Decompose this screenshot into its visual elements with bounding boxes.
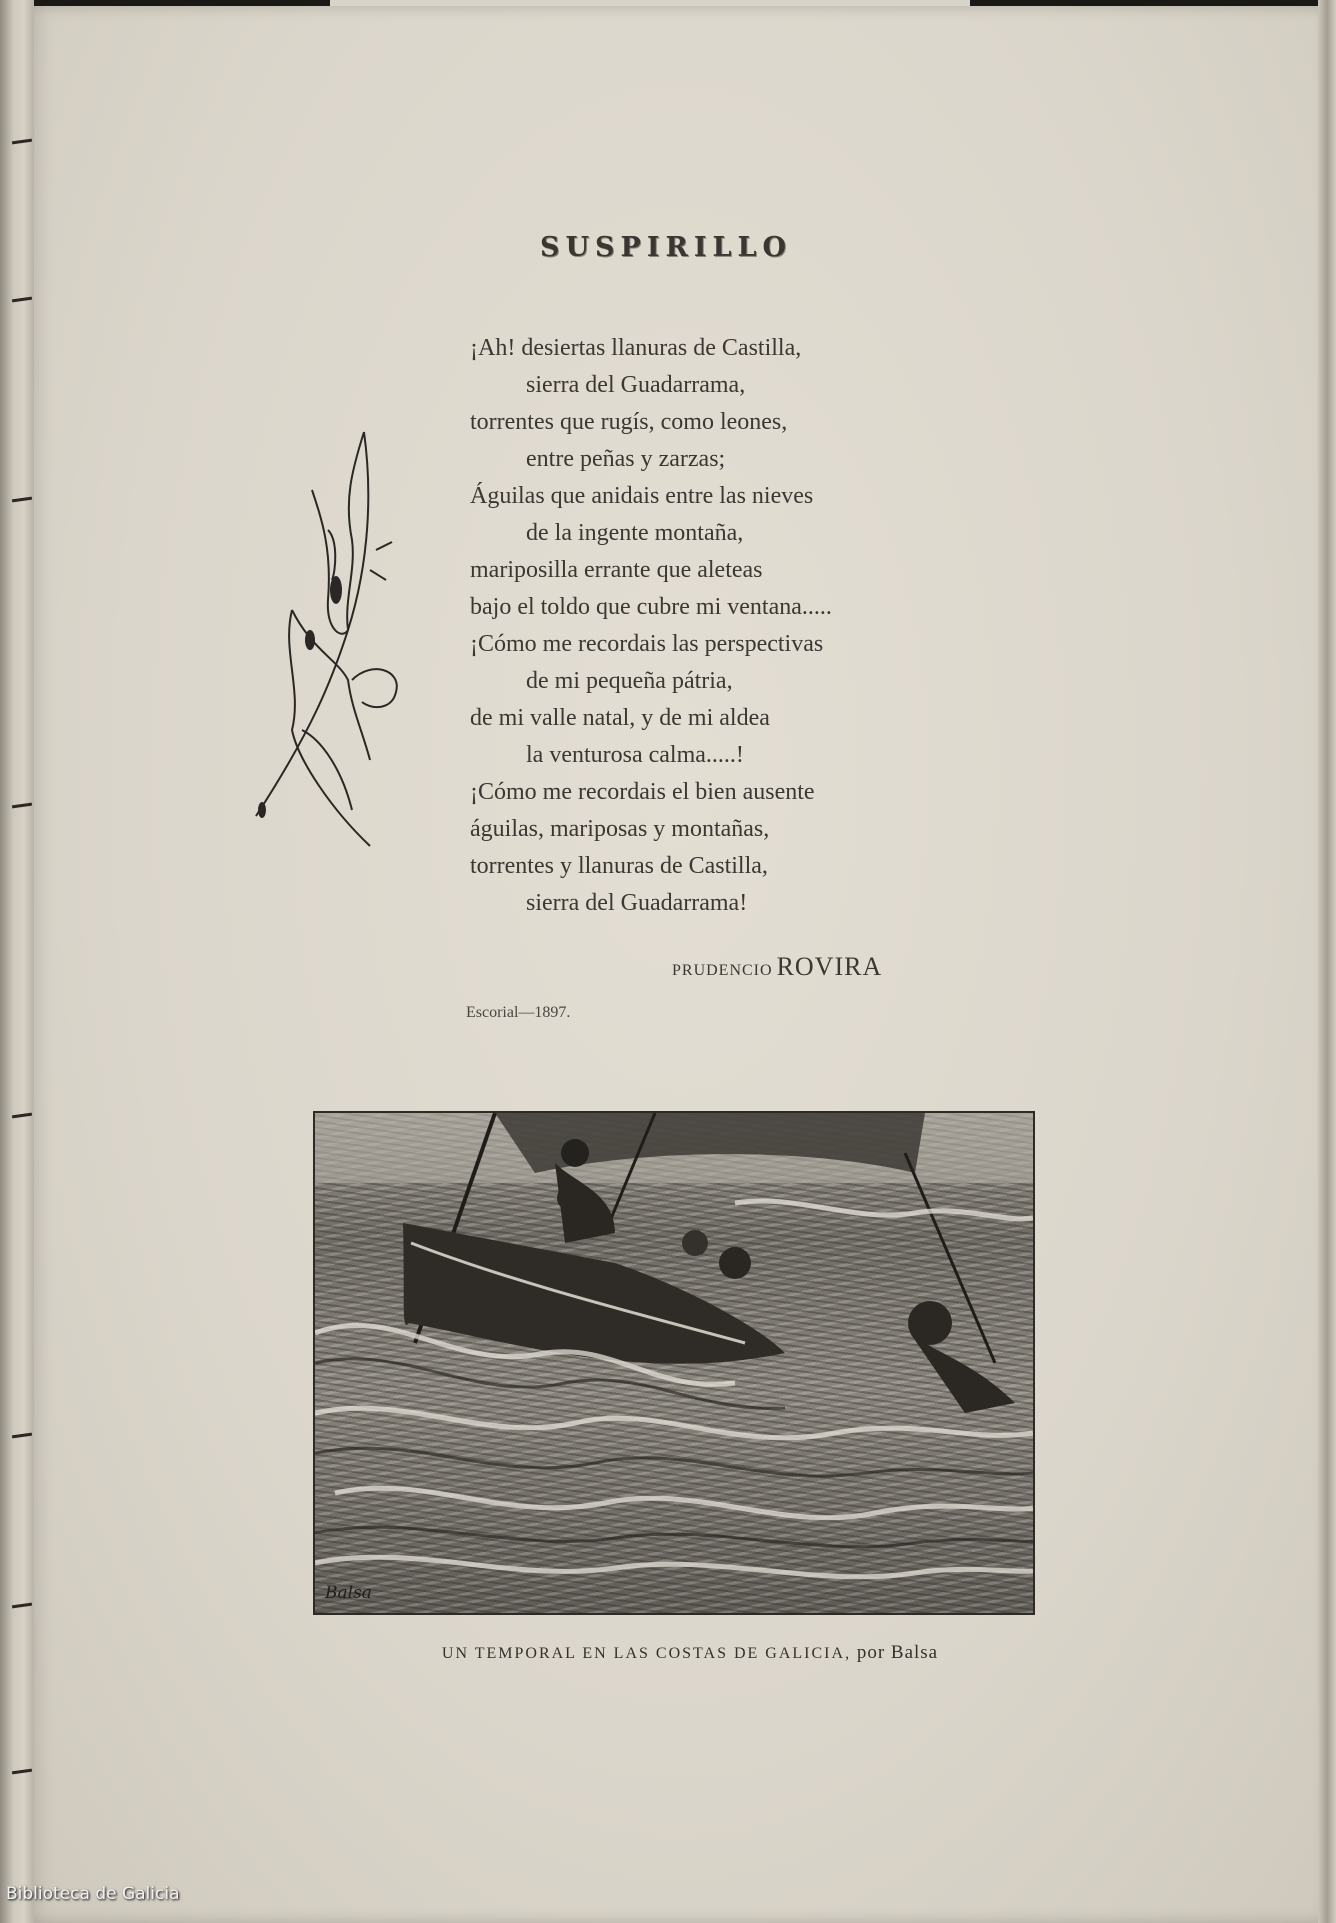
poem-line: sierra del Guadarrama, bbox=[526, 372, 746, 398]
poem-line: bajo el toldo que cubre mi ventana..... bbox=[470, 594, 832, 620]
poem-line: ¡Ah! desiertas llanuras de Castilla, bbox=[470, 335, 802, 361]
poem-author bbox=[672, 952, 1012, 982]
poem-title: SUSPIRILLO bbox=[540, 232, 793, 263]
caption-artist: por Balsa bbox=[856, 1642, 939, 1663]
caption-title: UN TEMPORAL EN LAS COSTAS DE GALICIA, bbox=[441, 1645, 852, 1662]
poem-line: de la ingente montaña, bbox=[526, 520, 744, 546]
illustration-caption bbox=[370, 1642, 1010, 1664]
poem-line: ¡Cómo me recordais las perspectivas bbox=[470, 631, 824, 657]
author-last-name: ROVIRA bbox=[776, 952, 883, 981]
binding-edge bbox=[0, 0, 34, 1923]
boat-in-storm-illustration bbox=[315, 1113, 1033, 1613]
poem-body bbox=[470, 330, 990, 922]
poem-line: mariposilla errante que aleteas bbox=[470, 557, 763, 583]
poem-line: torrentes y llanuras de Castilla, bbox=[470, 853, 768, 879]
place-date: Escorial—1897. bbox=[466, 1004, 571, 1021]
poem-line: de mi pequeña pátria, bbox=[526, 668, 733, 694]
poem-line: sierra del Guadarrama! bbox=[526, 890, 748, 916]
poem-line: torrentes que rugís, como leones, bbox=[470, 409, 788, 435]
poem-line: de mi valle natal, y de mi aldea bbox=[470, 705, 770, 731]
page-stack-edge bbox=[1318, 0, 1336, 1923]
storm-engraving bbox=[313, 1111, 1035, 1615]
feather-branch-ornament bbox=[252, 430, 402, 850]
poem-line: águilas, mariposas y montañas, bbox=[470, 816, 770, 842]
poem-line: ¡Cómo me recordais el bien ausente bbox=[470, 779, 815, 805]
poem-line: Águilas que anidais entre las nieves bbox=[470, 483, 814, 509]
library-watermark: Biblioteca de Galicia bbox=[6, 1884, 180, 1904]
poem-line: entre peñas y zarzas; bbox=[526, 446, 726, 472]
author-first-name: PRUDENCIO bbox=[672, 962, 773, 979]
poem-line: la venturosa calma.....! bbox=[526, 742, 744, 768]
artist-signature: Balsa bbox=[325, 1583, 372, 1603]
